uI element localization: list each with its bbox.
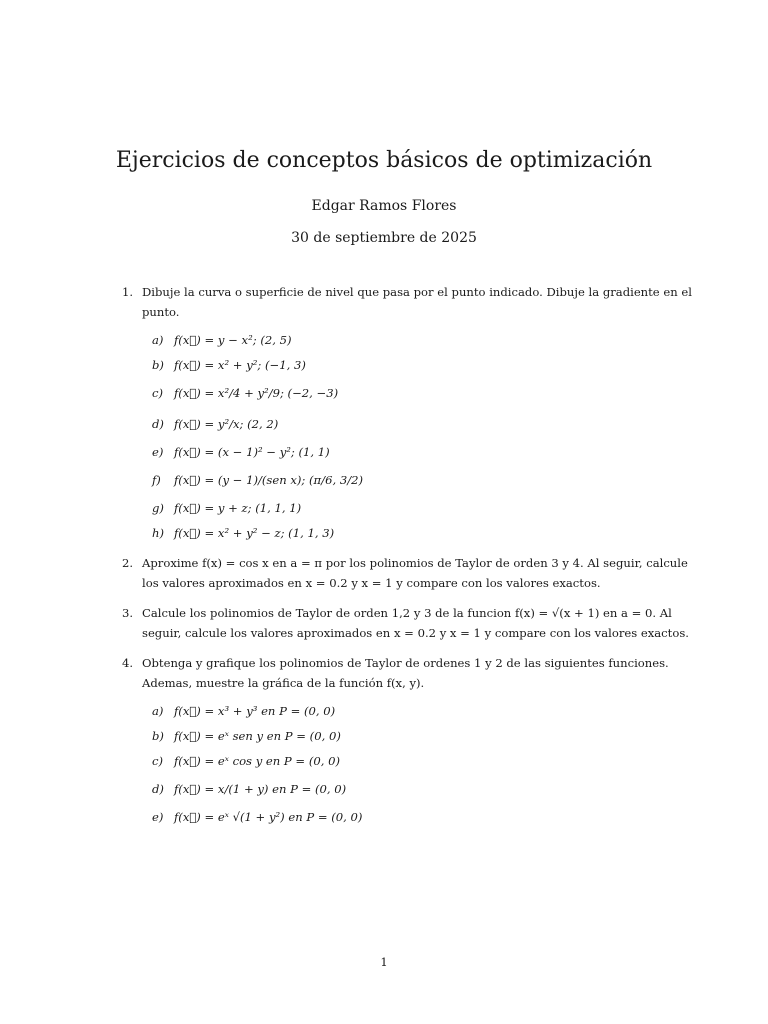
list-item: [152, 776, 700, 802]
item-expression: f(x⃗) = x³ + y³ en P = (0, 0): [174, 704, 336, 718]
item-label: b): [152, 729, 164, 743]
document-date: 30 de septiembre de 2025: [291, 230, 477, 246]
list-item: [152, 498, 700, 518]
list-item: [152, 523, 700, 543]
item-label: a): [152, 704, 164, 718]
problem-2: [122, 553, 700, 593]
list-item: [152, 726, 700, 746]
item-label: b): [152, 358, 164, 372]
item-expression: f(x⃗) = eˣ √(1 + y²) en P = (0, 0): [174, 810, 363, 824]
list-item: [152, 411, 700, 437]
problem-text: Obtenga y grafique los polinomios de Taylor de ordenes 1 y 2 de las siguientes funciones. Ademas, muestre la gráfica de la función f(x, y).: [142, 656, 669, 690]
item-label: g): [152, 501, 164, 515]
item-expression: f(x⃗) = (y − 1)/(sen x); (π/6, 3/2): [174, 473, 363, 487]
subitem-list: [142, 330, 700, 543]
problem-text: Dibuje la curva o superficie de nivel que pasa por el punto indicado. Dibuje la gradiente en el punto.: [142, 285, 692, 319]
problem-text: Calcule los polinomios de Taylor de orden 1,2 y 3 de la funcion f(x) = √(x + 1) en a = 0. Al seguir, calcule los valores aproximados en x = 0.2 y x = 1 y compare con los valores exactos.: [142, 606, 689, 640]
problem-4: [122, 653, 700, 827]
problem-number: 4.: [122, 656, 134, 670]
problem-number: 1.: [122, 285, 134, 299]
list-item: [152, 355, 700, 375]
item-expression: f(x⃗) = y + z; (1, 1, 1): [174, 501, 302, 515]
list-item: [152, 807, 700, 827]
item-expression: f(x⃗) = x/(1 + y) en P = (0, 0): [174, 782, 347, 796]
item-label: d): [152, 417, 164, 431]
document-author: Edgar Ramos Flores: [311, 198, 457, 214]
item-expression: f(x⃗) = x²/4 + y²/9; (−2, −3): [174, 386, 339, 400]
item-label: c): [152, 754, 164, 768]
problem-list: [122, 282, 700, 837]
item-expression: f(x⃗) = y²/x; (2, 2): [174, 417, 279, 431]
item-label: e): [152, 445, 164, 459]
problem-number: 2.: [122, 556, 134, 570]
item-label: h): [152, 526, 164, 540]
item-expression: f(x⃗) = y − x²; (2, 5): [174, 333, 292, 347]
problem-text: Aproxime f(x) = cos x en a = π por los polinomios de Taylor de orden 3 y 4. Al seguir, calcule los valores aproximados en x = 0.2 y x = 1 y compare con los valores exactos.: [142, 556, 688, 590]
problem-3: [122, 603, 700, 643]
list-item: [152, 442, 700, 462]
item-expression: f(x⃗) = x² + y² − z; (1, 1, 3): [174, 526, 335, 540]
list-item: [152, 701, 700, 721]
item-expression: f(x⃗) = (x − 1)² − y²; (1, 1): [174, 445, 330, 459]
problem-1: [122, 282, 700, 543]
item-label: f): [152, 473, 161, 487]
item-label: d): [152, 782, 164, 796]
page-number: 1: [380, 955, 388, 969]
list-item: [152, 751, 700, 771]
item-label: e): [152, 810, 164, 824]
subitem-list: [142, 701, 700, 827]
list-item: [152, 330, 700, 350]
item-label: c): [152, 386, 164, 400]
list-item: [152, 467, 700, 493]
document-title: Ejercicios de conceptos básicos de optimización: [115, 148, 653, 173]
list-item: [152, 380, 700, 406]
item-expression: f(x⃗) = eˣ cos y en P = (0, 0): [174, 754, 340, 768]
problem-number: 3.: [122, 606, 134, 620]
item-label: a): [152, 333, 164, 347]
item-expression: f(x⃗) = eˣ sen y en P = (0, 0): [174, 729, 341, 743]
item-expression: f(x⃗) = x² + y²; (−1, 3): [174, 358, 306, 372]
